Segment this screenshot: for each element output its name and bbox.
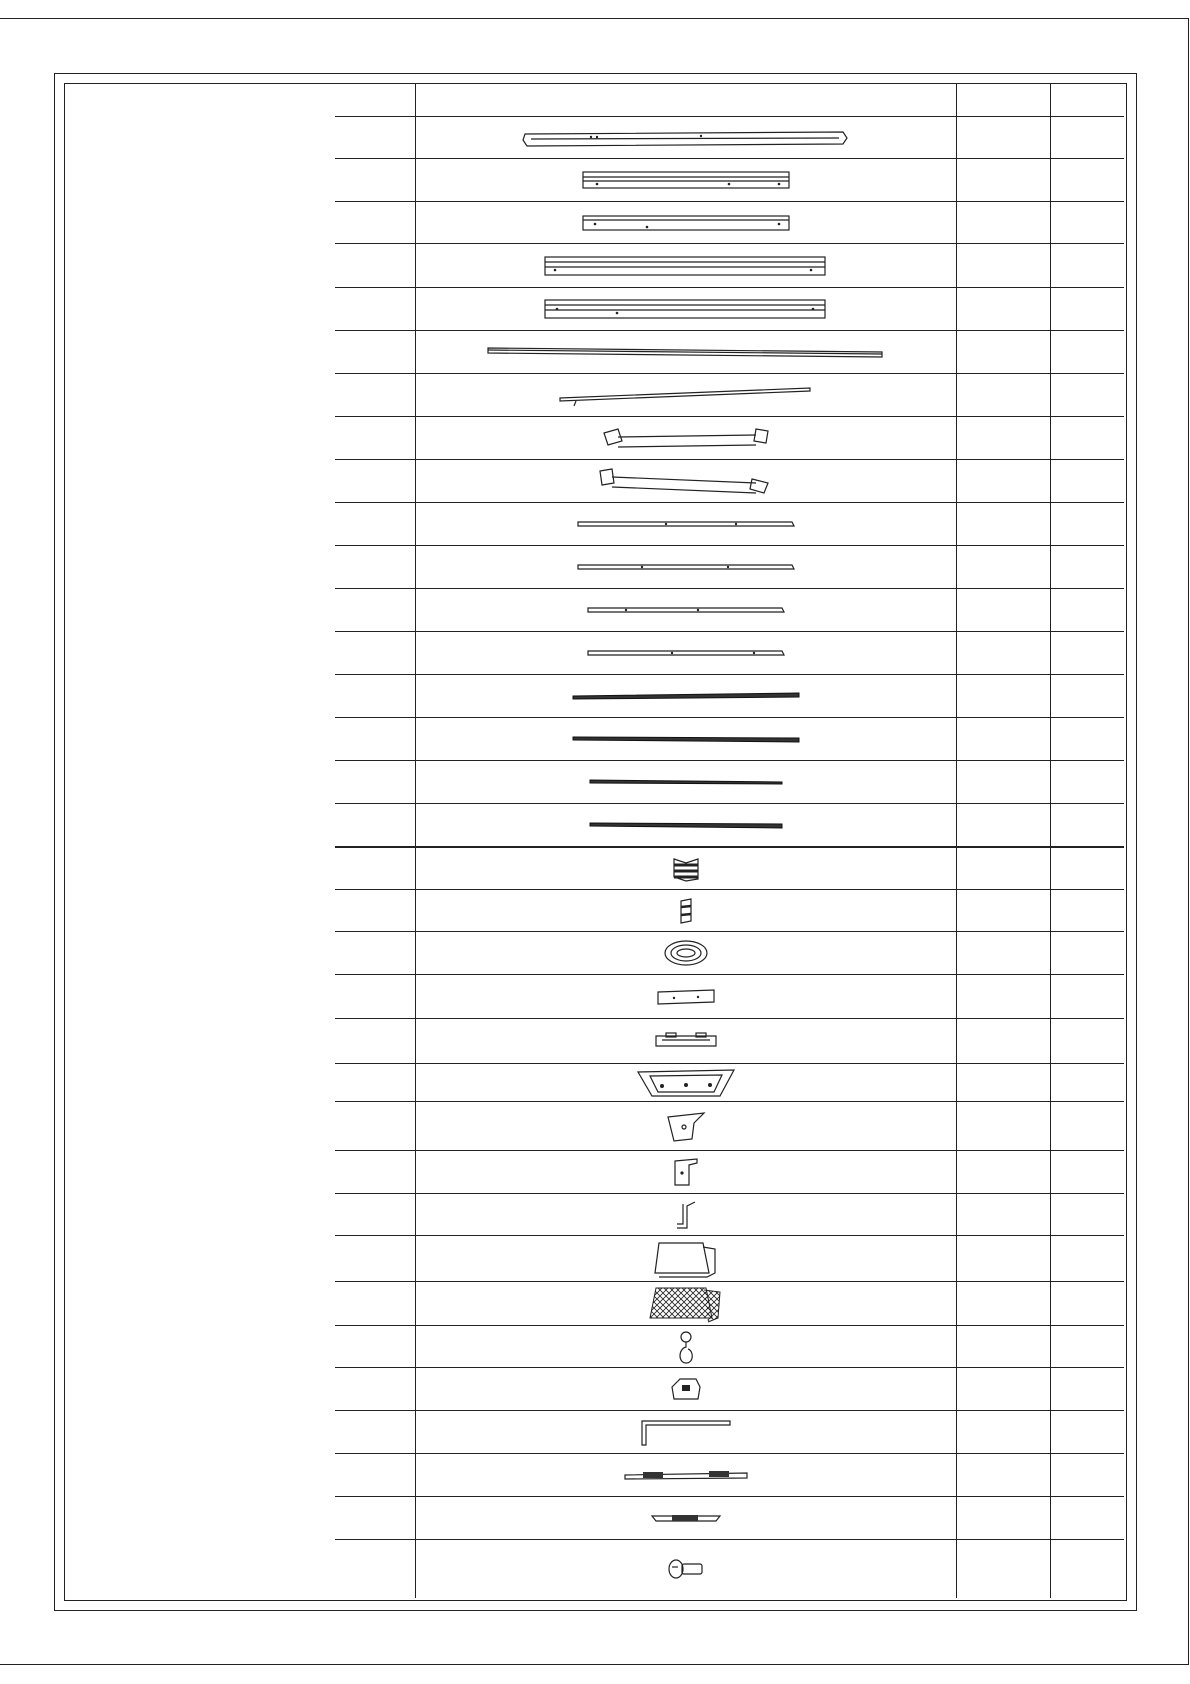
part-code bbox=[1051, 117, 1124, 158]
part-code bbox=[1051, 503, 1124, 545]
part-quantity bbox=[957, 503, 1050, 545]
table-row bbox=[335, 631, 1124, 674]
part-quantity bbox=[957, 1194, 1050, 1235]
part-code bbox=[1051, 975, 1124, 1018]
part-number bbox=[335, 675, 415, 717]
part-number bbox=[335, 1411, 415, 1453]
part-quantity bbox=[957, 244, 1050, 287]
table-row bbox=[335, 674, 1124, 717]
channel-beam-short-a-icon bbox=[416, 159, 956, 201]
l-bracket-icon bbox=[416, 1151, 956, 1193]
part-number bbox=[335, 632, 415, 674]
part-quantity bbox=[957, 159, 1050, 201]
table-row bbox=[335, 1453, 1124, 1496]
table-row bbox=[335, 1367, 1124, 1410]
part-quantity bbox=[957, 804, 1050, 846]
header-no bbox=[335, 84, 415, 116]
table-row bbox=[335, 201, 1124, 243]
table-row bbox=[335, 846, 1124, 889]
table-row bbox=[335, 416, 1124, 459]
part-number bbox=[335, 159, 415, 201]
corner-connector-icon bbox=[416, 848, 956, 889]
part-code bbox=[1051, 1102, 1124, 1150]
part-number bbox=[335, 374, 415, 416]
part-number bbox=[335, 331, 415, 373]
part-code bbox=[1051, 632, 1124, 674]
part-quantity bbox=[957, 589, 1050, 631]
part-code bbox=[1051, 761, 1124, 803]
part-number bbox=[335, 1326, 415, 1367]
part-number bbox=[335, 718, 415, 760]
part-number bbox=[335, 1151, 415, 1193]
part-code bbox=[1051, 288, 1124, 330]
foot-cap-icon bbox=[416, 1368, 956, 1410]
part-quantity bbox=[957, 761, 1050, 803]
table-row bbox=[335, 889, 1124, 931]
part-quantity bbox=[957, 1236, 1050, 1281]
part-code bbox=[1051, 546, 1124, 588]
table-row bbox=[335, 1539, 1124, 1598]
angled-thin-rail-icon bbox=[416, 374, 956, 416]
part-number bbox=[335, 804, 415, 846]
table-row bbox=[335, 287, 1124, 330]
dark-bar-d-icon bbox=[416, 804, 956, 846]
table-row bbox=[335, 974, 1124, 1018]
flat-strip-d-icon bbox=[416, 632, 956, 674]
part-code bbox=[1051, 460, 1124, 502]
part-code bbox=[1051, 848, 1124, 889]
part-quantity bbox=[957, 1019, 1050, 1063]
part-quantity bbox=[957, 632, 1050, 674]
table-row bbox=[335, 243, 1124, 287]
table-row bbox=[335, 1325, 1124, 1367]
dark-bar-a-icon bbox=[416, 675, 956, 717]
part-quantity bbox=[957, 331, 1050, 373]
z-hook-icon bbox=[416, 1194, 956, 1235]
long-tube-rail-icon bbox=[416, 331, 956, 373]
hinge-strip-long-icon bbox=[416, 1454, 956, 1496]
part-number bbox=[335, 202, 415, 243]
part-number bbox=[335, 546, 415, 588]
part-number bbox=[335, 932, 415, 974]
part-number bbox=[335, 1064, 415, 1101]
part-number bbox=[335, 890, 415, 931]
part-code bbox=[1051, 589, 1124, 631]
part-number bbox=[335, 1102, 415, 1150]
part-code bbox=[1051, 1368, 1124, 1410]
part-code bbox=[1051, 1454, 1124, 1496]
part-quantity bbox=[957, 1282, 1050, 1325]
part-quantity bbox=[957, 1497, 1050, 1539]
table-row bbox=[335, 931, 1124, 974]
table-row bbox=[335, 1101, 1124, 1150]
part-quantity bbox=[957, 1102, 1050, 1150]
part-quantity bbox=[957, 1540, 1050, 1598]
part-quantity bbox=[957, 1368, 1050, 1410]
table-row bbox=[335, 717, 1124, 760]
part-quantity bbox=[957, 975, 1050, 1018]
part-code bbox=[1051, 1151, 1124, 1193]
bracket-brace-a-icon bbox=[416, 417, 956, 459]
table-row bbox=[335, 803, 1124, 846]
bolt-icon bbox=[416, 1540, 956, 1598]
part-code bbox=[1051, 331, 1124, 373]
table-row bbox=[335, 588, 1124, 631]
part-number bbox=[335, 761, 415, 803]
part-number bbox=[335, 244, 415, 287]
channel-beam-long-a-icon bbox=[416, 244, 956, 287]
part-number bbox=[335, 848, 415, 889]
part-code bbox=[1051, 804, 1124, 846]
table-row bbox=[335, 502, 1124, 545]
part-quantity bbox=[957, 374, 1050, 416]
rope-coil-icon bbox=[416, 932, 956, 974]
header-picture bbox=[416, 84, 956, 116]
small-connector-icon bbox=[416, 890, 956, 931]
part-number bbox=[335, 1368, 415, 1410]
part-number bbox=[335, 1540, 415, 1598]
table-row bbox=[335, 158, 1124, 201]
tray-bracket-icon bbox=[416, 1064, 956, 1101]
part-number bbox=[335, 288, 415, 330]
mesh-net-icon bbox=[416, 1282, 956, 1325]
folded-cover-icon bbox=[416, 1236, 956, 1281]
table-row bbox=[335, 1150, 1124, 1193]
part-number bbox=[335, 1454, 415, 1496]
part-quantity bbox=[957, 848, 1050, 889]
part-code bbox=[1051, 1194, 1124, 1235]
header-code bbox=[1051, 84, 1124, 116]
table-row bbox=[335, 1235, 1124, 1281]
flat-strip-b-icon bbox=[416, 546, 956, 588]
long-rail-flat-icon bbox=[416, 117, 956, 158]
part-quantity bbox=[957, 675, 1050, 717]
part-quantity bbox=[957, 202, 1050, 243]
part-code bbox=[1051, 675, 1124, 717]
part-number bbox=[335, 1497, 415, 1539]
angle-plate-icon bbox=[416, 1102, 956, 1150]
part-number bbox=[335, 460, 415, 502]
dark-bar-b-icon bbox=[416, 718, 956, 760]
table-row bbox=[335, 1410, 1124, 1453]
channel-beam-short-b-icon bbox=[416, 202, 956, 243]
part-quantity bbox=[957, 890, 1050, 931]
part-code bbox=[1051, 202, 1124, 243]
part-code bbox=[1051, 718, 1124, 760]
part-number bbox=[335, 117, 415, 158]
part-code bbox=[1051, 1540, 1124, 1598]
table-row bbox=[335, 330, 1124, 373]
flat-strip-c-icon bbox=[416, 589, 956, 631]
part-quantity bbox=[957, 1454, 1050, 1496]
part-quantity bbox=[957, 932, 1050, 974]
header-qty bbox=[957, 84, 1050, 116]
part-code bbox=[1051, 374, 1124, 416]
part-quantity bbox=[957, 546, 1050, 588]
part-quantity bbox=[957, 288, 1050, 330]
part-number bbox=[335, 1194, 415, 1235]
parts-table bbox=[335, 84, 1124, 1598]
table-row bbox=[335, 1063, 1124, 1101]
table-header-row bbox=[335, 84, 1124, 116]
part-quantity bbox=[957, 1064, 1050, 1101]
bracket-brace-b-icon bbox=[416, 460, 956, 502]
table-row bbox=[335, 760, 1124, 803]
part-number bbox=[335, 1019, 415, 1063]
part-number bbox=[335, 589, 415, 631]
table-row bbox=[335, 1193, 1124, 1235]
part-code bbox=[1051, 244, 1124, 287]
table-row bbox=[335, 1018, 1124, 1063]
part-code bbox=[1051, 1497, 1124, 1539]
part-code bbox=[1051, 1411, 1124, 1453]
part-code bbox=[1051, 932, 1124, 974]
dark-bar-c-icon bbox=[416, 761, 956, 803]
part-code bbox=[1051, 1064, 1124, 1101]
table-row bbox=[335, 116, 1124, 158]
part-quantity bbox=[957, 417, 1050, 459]
part-number bbox=[335, 503, 415, 545]
channel-beam-long-b-icon bbox=[416, 288, 956, 330]
part-quantity bbox=[957, 718, 1050, 760]
part-code bbox=[1051, 1019, 1124, 1063]
channel-plate-icon bbox=[416, 1019, 956, 1063]
table-row bbox=[335, 459, 1124, 502]
part-code bbox=[1051, 1326, 1124, 1367]
part-code bbox=[1051, 159, 1124, 201]
part-quantity bbox=[957, 460, 1050, 502]
allen-key-icon bbox=[416, 1411, 956, 1453]
part-quantity bbox=[957, 117, 1050, 158]
part-quantity bbox=[957, 1151, 1050, 1193]
s-hook-icon bbox=[416, 1326, 956, 1367]
table-row bbox=[335, 1496, 1124, 1539]
table-row bbox=[335, 373, 1124, 416]
part-code bbox=[1051, 890, 1124, 931]
description-column bbox=[65, 84, 334, 1598]
part-number bbox=[335, 417, 415, 459]
hinge-strip-short-icon bbox=[416, 1497, 956, 1539]
flat-plate-icon bbox=[416, 975, 956, 1018]
part-number bbox=[335, 1282, 415, 1325]
part-code bbox=[1051, 417, 1124, 459]
part-quantity bbox=[957, 1326, 1050, 1367]
part-code bbox=[1051, 1236, 1124, 1281]
table-row bbox=[335, 545, 1124, 588]
flat-strip-a-icon bbox=[416, 503, 956, 545]
part-number bbox=[335, 975, 415, 1018]
table-row bbox=[335, 1281, 1124, 1325]
part-quantity bbox=[957, 1411, 1050, 1453]
part-code bbox=[1051, 1282, 1124, 1325]
part-number bbox=[335, 1236, 415, 1281]
